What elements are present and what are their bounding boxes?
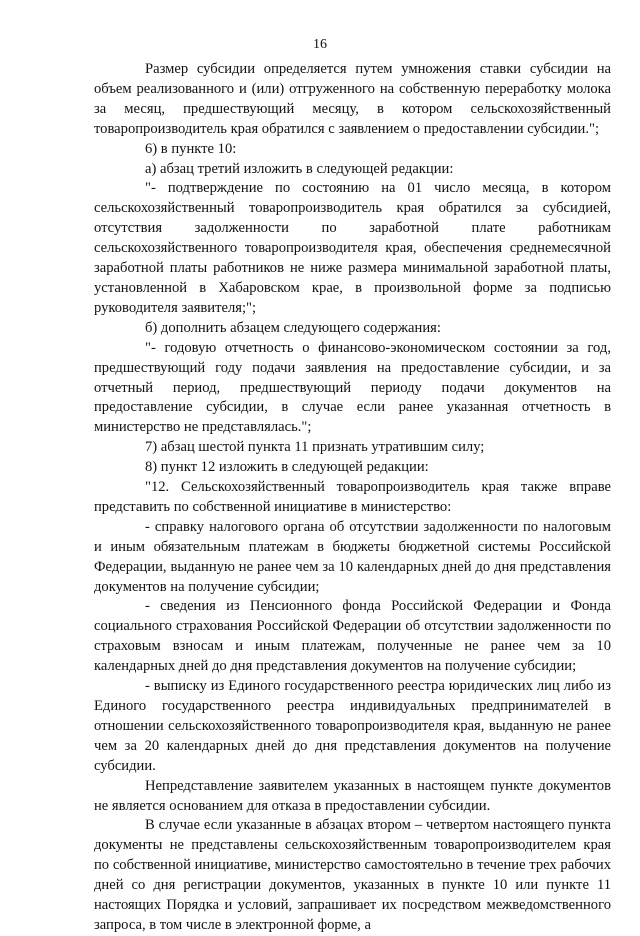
paragraph-clause-12: "12. Сельскохозяйственный товаропроизводитель края также вправе представить по собственной инициативе в министерство:: [94, 479, 611, 515]
paragraph-item-6b: б) дополнить абзацем следующего содержания:: [145, 319, 441, 336]
paragraph-item-8: 8) пункт 12 изложить в следующей редакции:: [145, 459, 429, 476]
paragraph-registry-extract: - выписку из Единого государственного реестра юридических лиц либо из Единого государственного реестра индивидуальных предпринимателей в отношении сельскохозяйственного товаропроизводителя края, выданную не ранее чем за 20 календарных дней до дня представления документов на получение субсидии.: [94, 678, 611, 774]
paragraph-pension-fund: - сведения из Пенсионного фонда Российской Федерации и Фонда социального страхования Российской Федерации об отсутствии задолженности по страховым взносам и иным платежам, полученные не ранее чем за 10 календарных дней до дня представления документов на получение субсидии;: [94, 598, 611, 675]
paragraph-non-submission: Непредставление заявителем указанных в настоящем пункте документов не является основанием для отказа в предоставлении субсидии.: [94, 777, 611, 814]
paragraph-interagency-request: В случае если указанные в абзацах втором – четвертом настоящего пункта документы не представлены сельскохозяйственным товаропроизводителем края по собственной инициативе, министерство самостоятельно в течение трех рабочих дней со дня регистрации документов, указанных в пункте 10 или пункте 11 настоящих Порядка и условий, запрашивает их посредством межведомственного запроса, в том числе в электронной форме, а: [94, 817, 611, 933]
paragraph-item-6: 6) в пункте 10:: [145, 140, 237, 157]
paragraph-subsidy-amount: Размер субсидии определяется путем умножения ставки субсидии на объем реализованного и (или) отгруженного на собственную переработку молока за месяц, предшествующий месяцу, в котором сельскохозяйственный товаропроизводитель края обратился с заявлением о предоставлении субсидии.";: [94, 61, 611, 137]
paragraph-item-6a: а) абзац третий изложить в следующей редакции:: [145, 160, 454, 177]
paragraph-tax-certificate: - справку налогового органа об отсутствии задолженности по налоговым и иным обязательным платежам в бюджеты бюджетной системы Российской Федерации, выданную не ранее чем за 10 календарных дней до дня представления документов на получение субсидии;: [94, 518, 611, 595]
document-body: [94, 60, 611, 936]
page-number: 16: [313, 37, 327, 52]
paragraph-confirmation: "- подтверждение по состоянию на 01 число месяца, в котором сельскохозяйственный товаропроизводитель края обратился за субсидией, отсутствия задолженности по заработной плате работникам сельскохозяйственного товаропроизводителя края, обеспечения среднемесячной заработной платы работников не ниже размера минимальной заработной платы, установленной в Хабаровском крае, в произвольной форме за подписью руководителя заявителя;";: [94, 180, 611, 316]
paragraph-annual-report: "- годовую отчетность о финансово-экономическом состоянии за год, предшествующий году подачи заявления на предоставление субсидии, и за отчетный период, предшествующий периоду подачи документов на предоставление субсидии, в случае если ранее указанная отчетность в министерство не представлялась.";: [94, 339, 611, 436]
paragraph-item-7: 7) абзац шестой пункта 11 признать утратившим силу;: [145, 439, 485, 456]
